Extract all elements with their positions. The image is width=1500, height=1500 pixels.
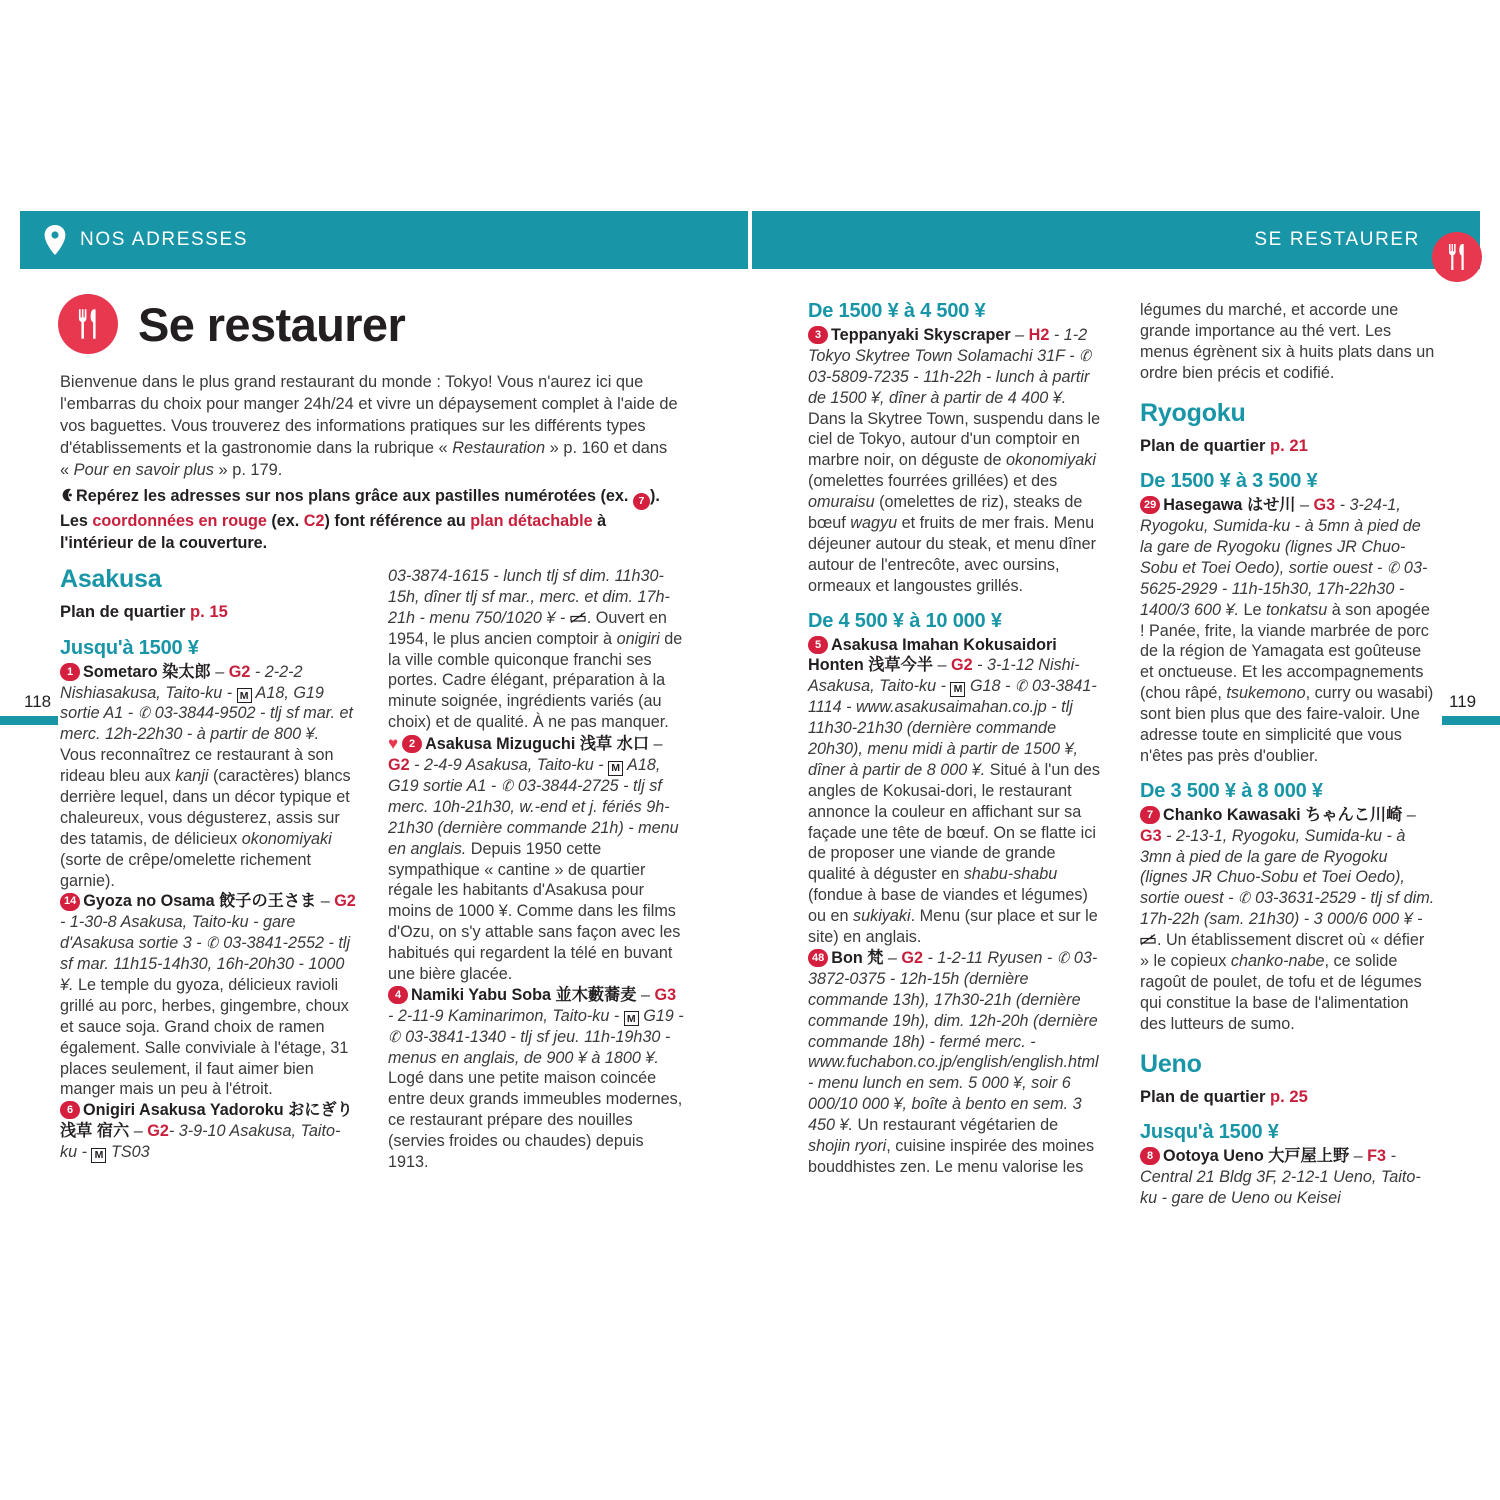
listing-map-coord[interactable]: G3 — [654, 985, 677, 1004]
metro-icon: M — [608, 761, 623, 776]
listing-address-c: 03-3844-2725 - tlj sf merc. 10h-21h30, w.-end et j. fériés 9h-21h30 (dernière commande 21h) - menu en anglais. — [388, 776, 679, 858]
listing-name-japanese: 並木藪蕎麦 — [555, 985, 637, 1004]
header-left-band — [20, 211, 748, 269]
listing-name-japanese: 餃子の王さま — [219, 892, 317, 911]
listing-name: Gyoza no Osama — [83, 892, 220, 911]
intro-text-c: » p. 179. — [213, 461, 283, 480]
listing-dash: – — [933, 656, 951, 675]
pastille-number[interactable]: 5 — [808, 636, 828, 654]
listing-name: Hasegawa — [1163, 496, 1247, 515]
listing-map-coord[interactable]: G2 — [901, 948, 924, 967]
header-left-label: NOS ADRESSES — [80, 229, 249, 250]
listing-address-b: 03-3872-0375 - 12h-15h (dernière commande 13h), 17h30-21h (dernière commande 19h), dim. 12h-20h (dernière commande 18h) - fermé merc. - www.fuchabon.co.jp/english/english.html - menu lunch en sem. 5 000 ¥, soir 6 000/10 000 ¥, boîte à bento en sem. 3 450 ¥. — [808, 948, 1099, 1135]
listing-chanko-kawasaki — [1140, 805, 1436, 1035]
listing-desc-c: (sorte de crêpe/omelette richement garnie). — [60, 850, 312, 890]
callout-text-d: ) font référence au — [324, 511, 471, 530]
no-smoking-icon — [1140, 931, 1157, 944]
listing-name: Namiki Yabu Soba — [411, 985, 556, 1004]
column-2 — [388, 566, 684, 1173]
plan-de-quartier-asakusa — [60, 601, 356, 622]
listing-address-b: 03-5625-2929 - 11h-15h30, 17h-22h30 - 1400/3 600 ¥. — [1140, 558, 1428, 619]
callout-red-example: C2 — [303, 511, 325, 530]
listing-address-a: - 3-1-12 Nishi-Asakusa, Taito-ku - — [808, 656, 1080, 696]
listing-sometaro — [60, 662, 356, 892]
listing-onigiri-yadoroku — [60, 1100, 356, 1163]
page-title: Se restaurer — [138, 297, 406, 351]
intro-text-b: » p. 160 et dans « — [60, 439, 668, 480]
listing-desc-em-tonkatsu: tonkatsu — [1266, 600, 1328, 619]
listing-dash: – — [129, 1122, 148, 1141]
listing-address-a: - 1-2-11 Ryusen - — [923, 948, 1057, 967]
listing-desc-em-shojinryori: shojin ryori — [808, 1136, 887, 1155]
listing-address-b: G18 - — [965, 677, 1015, 696]
listing-dash: – — [883, 948, 902, 967]
listing-desc-a: Situé à l'un des angles de Kokusai-dori, le restaurant annonce la couleur en affichant sur sa façade une tête de bœuf. On se flatte ici de proposer une viande de grande qualité à déguster en — [808, 760, 1100, 884]
pastille-number[interactable]: 29 — [1140, 496, 1160, 514]
listing-name: Ootoya Ueno — [1163, 1147, 1269, 1166]
listing-name-japanese: ちゃんこ川崎 — [1305, 805, 1403, 824]
price-heading-jusqua1500-ueno: Jusqu'à 1500 ¥ — [1140, 1121, 1279, 1144]
phone-icon: ✆ — [1055, 948, 1071, 969]
plan-page-link[interactable]: p. 15 — [190, 602, 228, 622]
phone-icon: ✆ — [1236, 889, 1253, 909]
plan-label: Plan de quartier — [1140, 435, 1271, 455]
pastille-number[interactable]: 4 — [388, 986, 408, 1004]
listing-desc-em-chankonabe: chanko-nabe — [1230, 952, 1325, 971]
intro-paragraph — [60, 371, 680, 481]
listing-map-coord[interactable]: G3 — [1140, 826, 1162, 845]
callout-text-c: (ex. — [266, 511, 304, 530]
district-heading-ueno: Ueno — [1140, 1049, 1202, 1078]
plan-label: Plan de quartier — [60, 602, 191, 622]
listing-desc-em-omuraisu: omuraisu — [808, 493, 875, 512]
phone-icon: ✆ — [499, 776, 515, 797]
listing-address-b: 03-3631-2529 - tlj sf dim. 17h-22h (sam. 21h30) - 3 000/6 000 ¥ - — [1140, 889, 1435, 929]
listing-onigiri-yadoroku-continued — [388, 566, 684, 733]
listing-desc-em-okonomiyaki: okonomiyaki — [1005, 451, 1096, 470]
listing-name: Sometaro — [83, 662, 163, 681]
phone-icon: ✆ — [204, 934, 221, 954]
price-heading-1500-4500: De 1500 ¥ à 4 500 ¥ — [808, 300, 986, 322]
header-right-label: SE RESTAURER — [1254, 229, 1420, 250]
pastille-number[interactable]: 1 — [60, 663, 80, 681]
listing-desc-c: (omelettes de riz), steaks de bœuf — [808, 493, 1083, 533]
listing-desc-a: Vous reconnaîtrez ce restaurant à son rideau bleu aux — [60, 746, 334, 786]
listing-dash: – — [1349, 1147, 1368, 1166]
metro-icon: M — [950, 682, 965, 697]
listing-desc-a: Un restaurant végétarien de — [853, 1116, 1059, 1135]
listing-address-b: A18, G19 sortie A1 - — [60, 683, 324, 723]
page-number-right: 119 — [1449, 692, 1477, 711]
plan-de-quartier-ueno — [1140, 1086, 1436, 1107]
listing-ootoya-ueno — [1140, 1146, 1436, 1209]
fork-knife-icon — [58, 294, 118, 354]
listing-address-b: G19 - — [638, 1006, 684, 1025]
listing-name-japanese: はせ川 — [1246, 496, 1296, 515]
listing-desc-a: . Ouvert en 1954, le plus ancien comptoir à — [388, 608, 667, 648]
fork-knife-icon — [1432, 232, 1482, 282]
metro-icon: M — [237, 688, 252, 703]
listing-address-a: - 2-4-9 Asakusa, Taito-ku - — [409, 756, 609, 775]
plan-page-link[interactable]: p. 21 — [1270, 435, 1308, 455]
phone-icon: ✆ — [1385, 558, 1402, 579]
listing-address-a: - 2-2-2 Nishiasakusa, Taito-ku - — [60, 662, 303, 702]
listing-name-japanese: おにぎり 浅草 宿六 — [60, 1101, 353, 1141]
price-heading-jusqua1500: Jusqu'à 1500 ¥ — [60, 636, 199, 659]
header-right-band — [752, 211, 1480, 269]
phone-icon: ✆ — [1013, 677, 1030, 697]
listing-map-coord[interactable]: F3 — [1367, 1147, 1387, 1166]
pastille-number[interactable]: 8 — [1140, 1147, 1160, 1165]
listing-desc-em-kanji: kanji — [175, 767, 209, 786]
listing-name-japanese: 浅草 水口 — [579, 735, 650, 754]
listing-name: Teppanyaki Skyscraper — [831, 326, 1011, 344]
listing-desc-b: (fondue à base de viandes et légumes) ou en — [808, 886, 1088, 926]
listing-dash: – — [1295, 496, 1314, 515]
pastille-number[interactable]: 7 — [1140, 806, 1160, 824]
folio-bar-left — [0, 716, 58, 725]
metro-icon: M — [91, 1148, 106, 1163]
listing-address-b-col1: TS03 — [106, 1143, 150, 1162]
listing-address-a: - 1-30-8 Asakusa, Taito-ku - gare d'Asakusa sortie 3 - — [60, 913, 296, 953]
listing-desc-b: de la ville comble quiconque franchi ses portes. Cadre élégant, préparation à la minute soignée, ingrédients variés (au choix) et de qualité. À ne pas manquer. — [388, 629, 683, 732]
listing-teppanyaki-skyscraper — [808, 325, 1104, 597]
listing-desc-c: , curry ou wasabi) sont bien plus que des faire-valoir. Une adresse toute en simplicité que vous n'êtes pas près d'oublier. — [1140, 684, 1434, 765]
listing-desc: Logé dans une petite maison coincée entre deux grands immeubles modernes, ce restaurant prépare des nouilles (servies froides ou chaudes) depuis 1913. — [388, 1069, 683, 1171]
listing-address-a: - 2-11-9 Kaminarimon, Taito-ku - — [388, 1006, 624, 1025]
callout-red-coords: coordonnées en rouge — [92, 511, 267, 530]
pastille-number[interactable]: 48 — [808, 949, 828, 967]
price-heading-3500-8000: De 3 500 ¥ à 8 000 ¥ — [1140, 779, 1323, 802]
listing-name: Bon — [831, 948, 868, 967]
listing-address-b: A18, G19 sortie A1 - — [388, 756, 661, 795]
listing-map-coord[interactable]: G2 — [951, 656, 973, 675]
callout-text-a: Repérez les adresses sur nos plans grâce aux pastilles numérotées (ex. — [76, 487, 633, 505]
plan-label: Plan de quartier — [1140, 1086, 1271, 1106]
phone-icon: ✆ — [386, 1027, 403, 1047]
page-number-left: 118 — [24, 692, 52, 711]
listing-map-coord[interactable]: G2 — [334, 892, 356, 911]
column-3 — [808, 300, 1104, 1178]
listing-name: Asakusa Imahan Kokusaidori Honten — [808, 635, 1057, 675]
listing-dash: – — [636, 985, 655, 1004]
listing-namiki-yabu-soba — [388, 985, 684, 1173]
listing-address-c: 03-3841-1340 - tlj sf jeu. 11h-19h30 - menus en anglais, de 900 ¥ à 1800 ¥. — [388, 1027, 671, 1067]
listing-address-a: - 2-13-1, Ryogoku, Sumida-ku - à 3mn à pied de la gare de Ryogoku (lignes JR Chuo-Sobu et Toei Oedo), sortie ouest - — [1140, 826, 1406, 908]
callout-text-e: à l'intérieur de la couverture. — [60, 511, 607, 552]
pastille-number[interactable]: 6 — [60, 1101, 80, 1119]
price-heading-4500-10000: De 4 500 ¥ à 10 000 ¥ — [808, 609, 1002, 632]
listing-name-japanese: 大戸屋上野 — [1268, 1147, 1350, 1166]
listing-desc-a: Dans la Skytree Town, suspendu dans le ciel de Tokyo, autour d'un comptoir en marbre noir, on déguste de — [808, 409, 1101, 470]
listing-address-b: 03-3841-2552 - tlj sf mar. 11h15-14h30, 16h-20h30 - 1000 ¥. — [60, 934, 351, 994]
district-heading-ryogoku: Ryogoku — [1140, 398, 1246, 427]
listing-dash: – — [1402, 805, 1416, 824]
listing-address-c: 03-3841-1114 - www.asakusaimahan.co.jp - tlj 11h30-21h30 (dernière commande 20h30), menu midi à partir de 1500 ¥, dîner à partir de 8 000 ¥. — [808, 677, 1097, 779]
listing-desc-a: Le — [1239, 600, 1267, 619]
listing-address-c: 03-3874-1615 - lunch tlj sf dim. 11h30-15h, dîner tlj sf mar., merc. et dim. 17h-21h - menu 750/1020 ¥ - — [388, 567, 670, 627]
listing-map-coord[interactable]: G3 — [1313, 496, 1336, 515]
phone-icon: ✆ — [1077, 346, 1094, 367]
listing-desc-a: . Un établissement discret où « défier » le copieux — [1140, 931, 1425, 971]
listing-dash: – — [1010, 326, 1029, 344]
price-heading-1500-3500: De 1500 ¥ à 3 500 ¥ — [1140, 470, 1318, 493]
listing-address-a: - 3-9-10 Asakusa, Taito-ku - — [60, 1122, 341, 1162]
pastille-number[interactable]: 2 — [402, 735, 422, 753]
listing-name-japanese: 梵 — [867, 948, 884, 967]
listing-address-a: - 3-24-1, Ryogoku, Sumida-ku - à 5mn à pied de la gare de Ryogoku (lignes JR Chuo-Sobu et Toei Oedo), sortie ouest - — [1140, 496, 1421, 577]
listing-desc-b: (omelettes fourrées grillées) et des — [808, 472, 1058, 491]
listing-desc: Depuis 1950 cette sympathique « cantine » de quartier régale les habitants d'Asakusa pour moins de 1000 ¥. Comme dans les films d'Ozu, on s'y attable sans façon avec les habitués qui regardent la télé en buvant une bière glacée. — [388, 839, 681, 983]
listing-desc: Le temple du gyoza, délicieux ravioli grillé au porc, herbes, gingembre, choux et sauce soja. Grand choix de ramen également. Salle conviviale à l'étage, 31 places seulement, il faut aimer bien manger mais un peu à l'étroit. — [60, 976, 349, 1099]
listing-name-japanese: 浅草今半 — [868, 656, 933, 675]
listing-name-japanese: 染太郎 — [162, 662, 211, 681]
listing-address-c: 03-3844-9502 - tlj sf mar. et merc. 12h-22h30 - à partir de 800 ¥. — [60, 704, 353, 744]
plan-de-quartier-ryogoku — [1140, 435, 1436, 456]
no-smoking-icon — [570, 609, 587, 622]
page-header — [20, 211, 1480, 269]
intro-em-savoirplus: Pour en savoir plus — [73, 461, 214, 480]
pastille-example: 7 — [633, 493, 650, 510]
listing-address-a: - 1-2 Tokyo Skytree Town Solamachi 31F - — [808, 326, 1088, 365]
listing-desc-continued: légumes du marché, et accorde une grande importance au thé vert. Les menus égrènent six à huits plats dans un ordre bien précis et codifié. — [1140, 301, 1435, 382]
column-1 — [60, 566, 356, 1163]
metro-icon: M — [624, 1011, 639, 1026]
pastille-number[interactable]: 3 — [808, 326, 828, 344]
listing-address-b: 03-5809-7235 - 11h-22h - lunch à partir de 1500 ¥, dîner à partir de 4 400 ¥. — [808, 367, 1090, 407]
listing-desc-em-tsukemono: tsukemono — [1226, 684, 1306, 703]
map-pin-icon — [44, 225, 66, 255]
column-4 — [1140, 300, 1436, 1209]
listing-gyoza-no-osama — [60, 891, 356, 1100]
listing-desc-em-sukiyaki: sukiyaki — [853, 907, 911, 926]
listing-dash: – — [210, 662, 229, 681]
listing-dash: – — [649, 735, 663, 754]
listing-map-coord[interactable]: G2 — [388, 756, 410, 775]
crescent-icon — [60, 486, 74, 500]
listing-desc-em-okonomiyaki: okonomiyaki — [241, 829, 332, 848]
listing-dash: – — [316, 892, 335, 911]
legend-callout — [60, 485, 670, 554]
intro-text-a: Bienvenue dans le plus grand restaurant du monde : Tokyo! Vous n'aurez ici que l'embarras du choix pour manger 24h/24 et vivre un dépaysement complet à l'aide de vos baguettes. Vous trouverez des informations pratiques sur les différents types d'établissements et la gastronomie dans la rubrique « — [60, 373, 678, 458]
callout-red-map: plan détachable — [470, 511, 593, 530]
folio-bar-right — [1442, 716, 1500, 725]
listing-desc-em-onigiri: onigiri — [616, 629, 660, 648]
intro-em-restauration: Restauration — [452, 439, 546, 458]
callout-text-b: ). Les — [60, 487, 660, 530]
heart-icon: ♥ — [388, 734, 399, 754]
phone-icon: ✆ — [136, 704, 152, 724]
listing-asakusa-imahan — [808, 635, 1104, 948]
listing-address-a: - Central 21 Bldg 3F, 2-12-1 Ueno, Taito-ku - gare de Ueno ou Keisei — [1140, 1147, 1421, 1207]
listing-hasegawa — [1140, 495, 1436, 767]
listing-name: Onigiri Asakusa Yadoroku — [83, 1101, 289, 1120]
listing-desc-b-col3: , cuisine inspirée des moines bouddhistes zen. Le menu valorise les — [808, 1136, 1095, 1176]
listing-name: Asakusa Mizuguchi — [425, 735, 580, 754]
listing-asakusa-mizuguchi — [388, 733, 684, 985]
listing-map-coord[interactable]: H2 — [1028, 326, 1050, 344]
page-title-row — [58, 294, 405, 354]
listing-bon — [808, 948, 1104, 1178]
listing-desc-b: , ce solide ragoût de poulet, de tofu et de légumes qui constitue la base de l'alimentation des lutteurs de sumo. — [1140, 952, 1422, 1033]
listing-desc-b: à son apogée ! Panée, frite, la viande marbrée de porc de la région de Yamagata est goûteuse et onctueuse. Et les accompagnements (chou râpé, — [1140, 600, 1430, 703]
listing-desc-c: . Menu (sur place et sur le site) en anglais. — [808, 907, 1098, 947]
listing-desc-b: (caractères) blancs derrière lequel, dans un décor typique et chaleureux, vous dégusterez, assis sur des tatamis, de délicieux — [60, 767, 351, 848]
listing-map-coord[interactable]: G2 — [147, 1122, 169, 1141]
listing-desc-em-shabushabu: shabu-shabu — [963, 865, 1058, 884]
listing-desc-d: et fruits de mer frais. Menu déjeuner autour du steak, et menu dîner autour de l'entrecôte, avec oursins, ormeaux et langoustes grillés. — [808, 514, 1096, 595]
listing-name: Chanko Kawasaki — [1163, 805, 1306, 824]
pastille-number[interactable]: 14 — [60, 893, 80, 911]
listing-map-coord[interactable]: G2 — [228, 662, 251, 681]
plan-page-link[interactable]: p. 25 — [1270, 1086, 1308, 1106]
listing-bon-continued — [1140, 300, 1436, 384]
district-heading-asakusa: Asakusa — [60, 565, 162, 593]
listing-desc-em-wagyu: wagyu — [850, 514, 898, 533]
